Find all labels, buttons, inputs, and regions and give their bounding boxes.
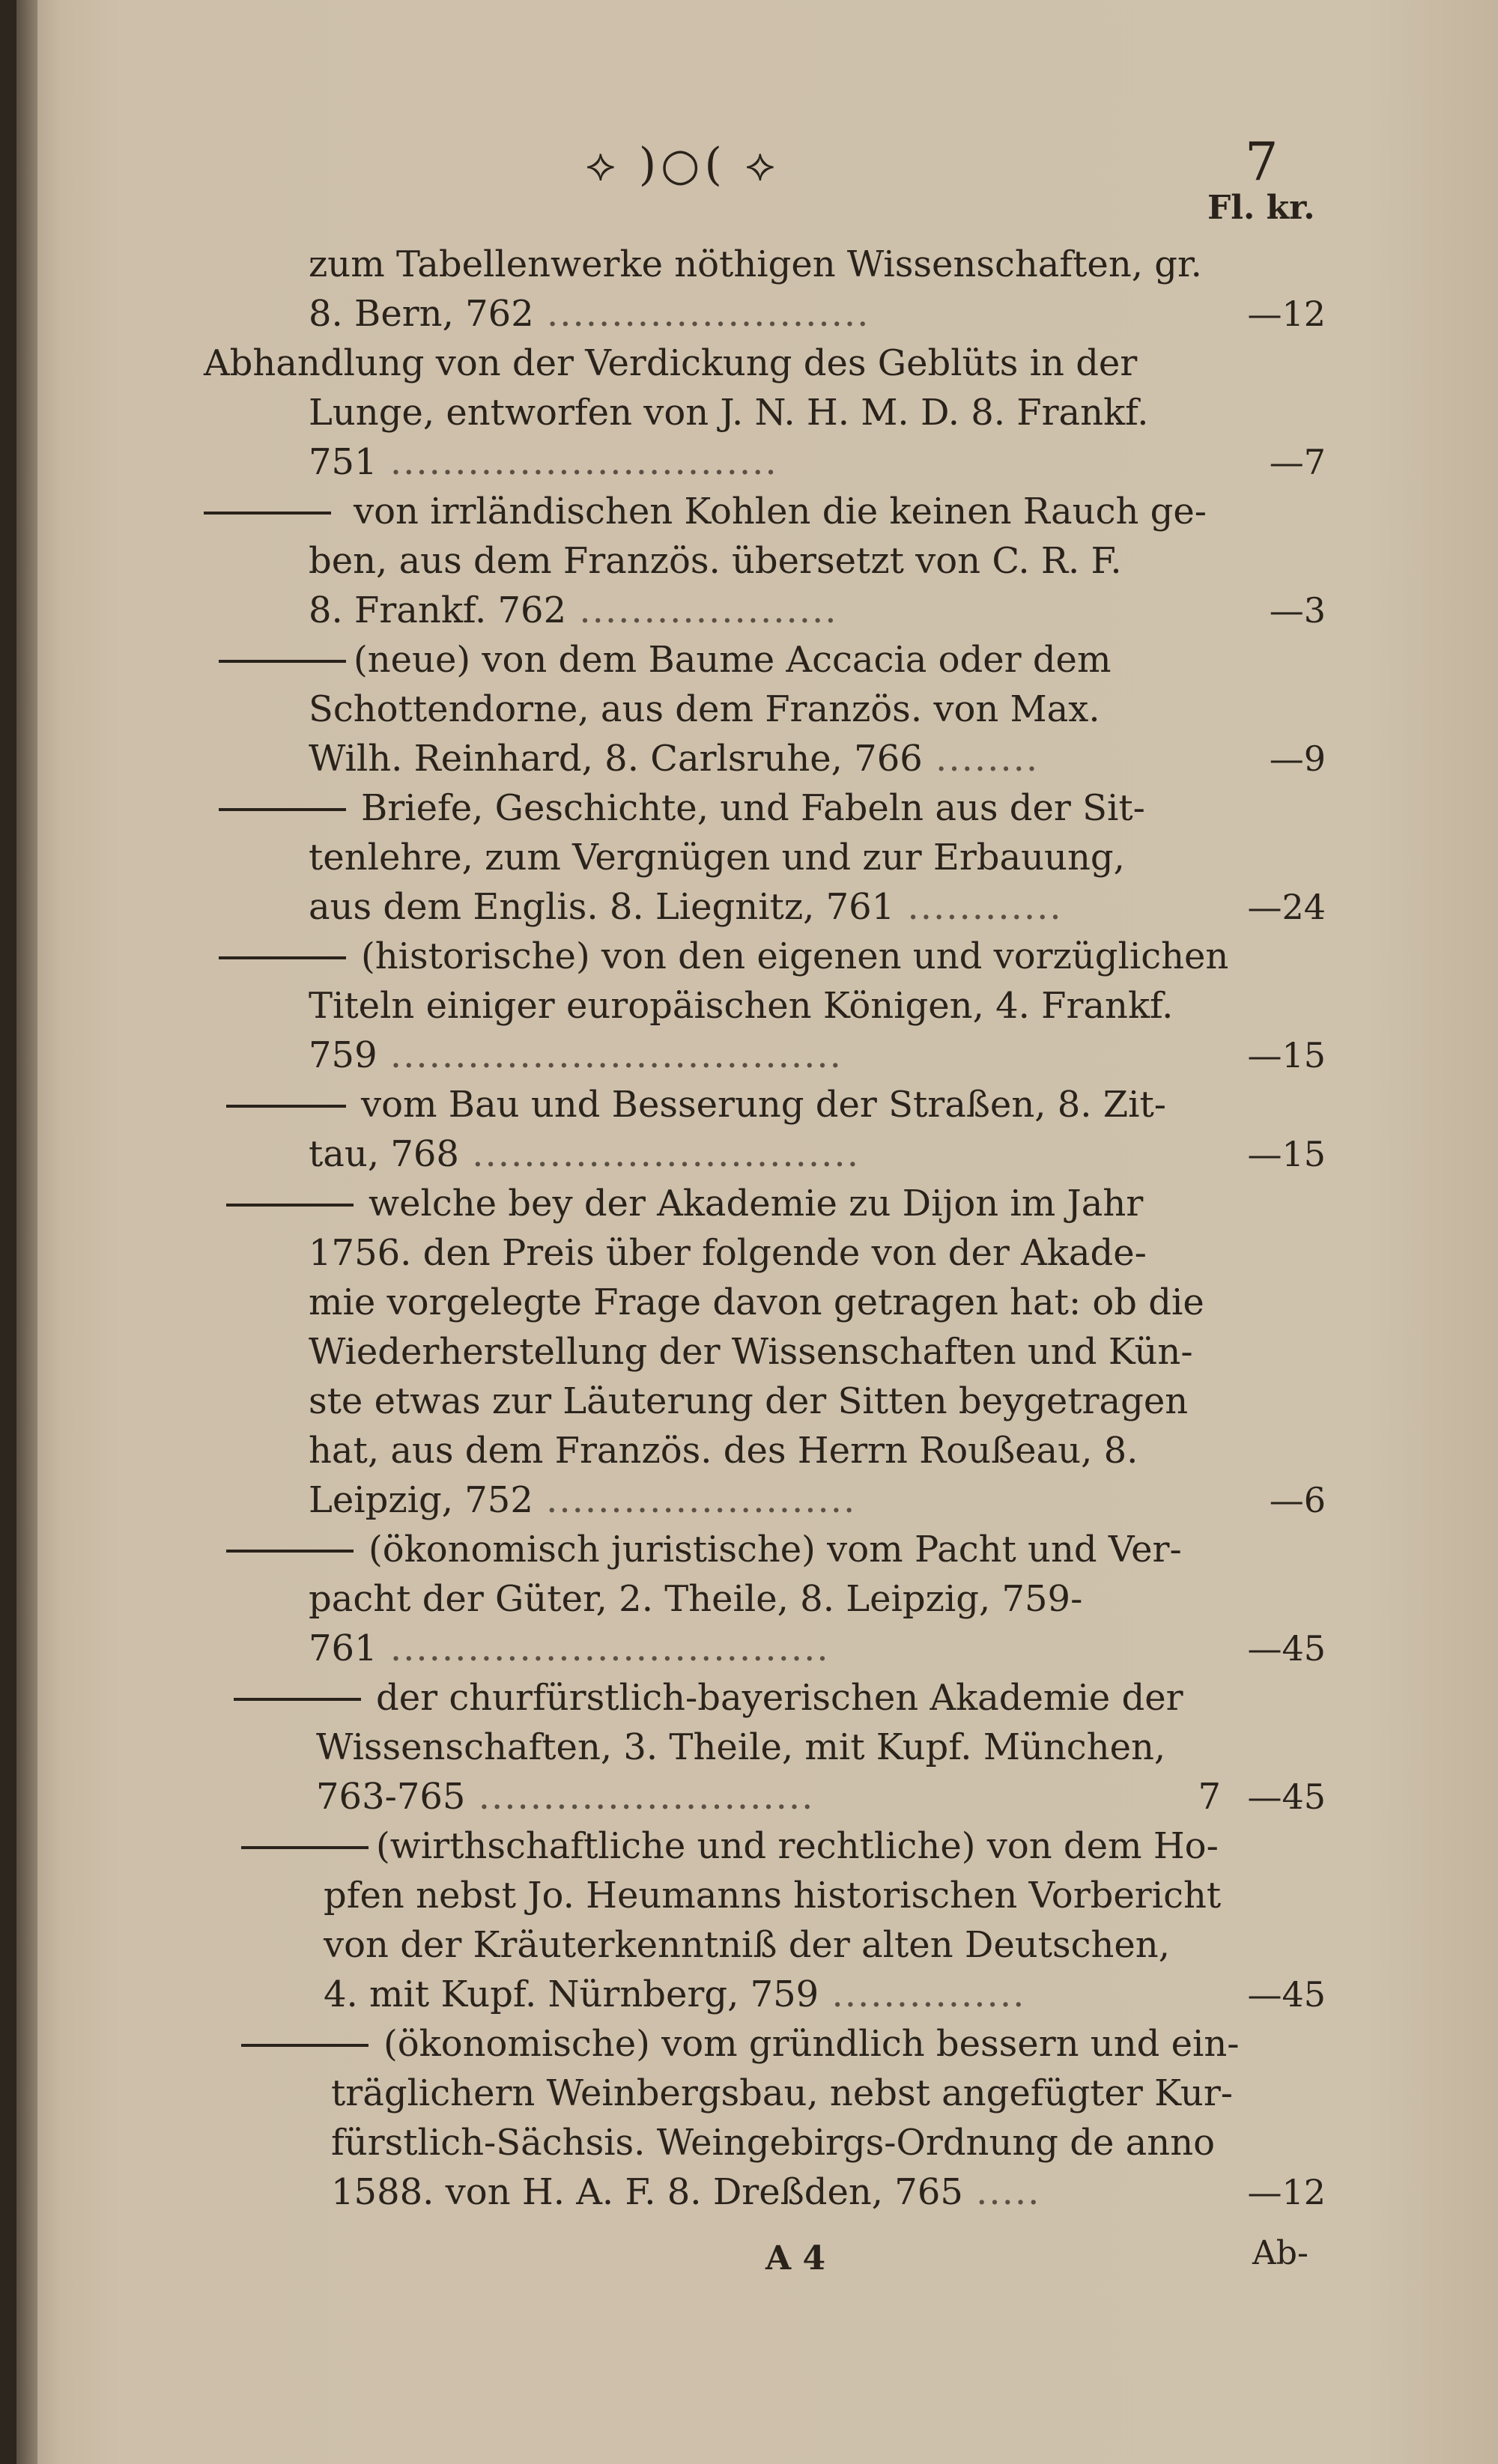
entry-line: 759 ................................... — 15 [16, 1031, 1498, 1080]
entry-line: tenlehre, zum Vergnügen und zur Erbauung, [309, 837, 1125, 879]
catalog-entry [16, 1821, 1498, 2019]
entry-line: vom Bau und Besserung der Straßen, 8. Zit- [361, 1084, 1167, 1126]
catalog-entries [16, 240, 1498, 2217]
entry-line: Wilh. Reinhard, 8. Carlsruhe, 766 ........ — 9 [16, 734, 1498, 783]
entry-line: Titeln einiger europäischen Königen, 4. Frankf. [309, 985, 1174, 1027]
entry-line: 4. mit Kupf. Nürnberg, 759 ............... — 45 [16, 1970, 1498, 2019]
price-kreuzer: — 15 [1247, 1129, 1326, 1179]
entry-line: 8. Bern, 762 ......................... — 12 [16, 289, 1498, 339]
entry-line: 751 .............................. — 7 [16, 437, 1498, 487]
price-kreuzer: — 45 [1247, 1624, 1326, 1673]
entry-line: mie vorgelegte Frage davon getragen hat: ob die [309, 1281, 1204, 1323]
header-ornament: ⟡ )○( ⟡ [586, 139, 780, 191]
price-kreuzer: — 7 [1270, 437, 1326, 487]
entry-line: der churfürstlich-bayerischen Akademie der [376, 1677, 1183, 1719]
entry-line: 8. Frankf. 762 .................... — 3 [16, 586, 1498, 635]
entry-line: (wirthschaftliche und rechtliche) von dem Ho- [376, 1825, 1219, 1867]
entry-line: zum Tabellenwerke nöthigen Wissenschaften, gr. [309, 243, 1202, 285]
entry-line: Abhandlung von der Verdickung des Geblüts in der [204, 342, 1138, 384]
entry-line: (historische) von den eigenen und vorzüglichen [361, 935, 1229, 977]
catalog-entry [16, 635, 1498, 783]
entry-line: Wissenschaften, 3. Theile, mit Kupf. München, [316, 1726, 1166, 1768]
price-kreuzer: — 45 [1247, 1970, 1326, 2019]
entry-line: ste etwas zur Läuterung der Sitten beygetragen [309, 1380, 1189, 1422]
signature-mark: A 4 [765, 2239, 826, 2278]
price-kreuzer: — 15 [1247, 1031, 1326, 1080]
entry-line: 1588. von H. A. F. 8. Dreßden, 765 ..... — 12 [16, 2167, 1498, 2217]
entry-line: 761 .................................. — 45 [16, 1624, 1498, 1673]
entry-line: welche bey der Akademie zu Dijon im Jahr [369, 1183, 1144, 1225]
book-page [16, 0, 1498, 2464]
price-kreuzer: — 24 [1247, 882, 1326, 932]
price-column-header: Fl. kr. [1207, 189, 1315, 227]
price-florins: 7 [1198, 1776, 1221, 1818]
price-kreuzer: — 45 [1247, 1772, 1326, 1821]
entry-line: hat, aus dem Französ. des Herrn Roußeau, 8. [309, 1430, 1138, 1472]
catalog-entry [16, 1080, 1498, 1179]
entry-line: 763-765 .......................... 7 — 45 [16, 1772, 1498, 1821]
entry-line: tau, 768 .............................. — 15 [16, 1129, 1498, 1179]
entry-line: Briefe, Geschichte, und Fabeln aus der Sit- [361, 787, 1145, 829]
entry-line: pfen nebst Jo. Heumanns historischen Vorbericht [324, 1875, 1222, 1917]
entry-line: Lunge, entworfen von J. N. H. M. D. 8. Frankf. [309, 392, 1149, 434]
entry-line: pacht der Güter, 2. Theile, 8. Leipzig, 759- [309, 1578, 1083, 1620]
entry-line: (ökonomisch juristische) vom Pacht und Ver- [369, 1529, 1182, 1571]
entry-line: von irrländischen Kohlen die keinen Rauch ge- [354, 491, 1207, 532]
entry-line: von der Kräuterkenntniß der alten Deutschen, [324, 1924, 1170, 1966]
entry-line: (neue) von dem Baume Accacia oder dem [354, 639, 1112, 681]
entry-line: fürstlich-Sächsis. Weingebirgs-Ordnung de anno [331, 2122, 1216, 2164]
catalog-entry [16, 1673, 1498, 1821]
catchword: Ab- [1252, 2234, 1309, 2272]
entry-line: ben, aus dem Französ. übersetzt von C. R. F. [309, 540, 1122, 582]
price-kreuzer: — 12 [1247, 2167, 1326, 2217]
catalog-entry [16, 783, 1498, 932]
entry-line: Wiederherstellung der Wissenschaften und Kün- [309, 1331, 1193, 1373]
catalog-entry [16, 339, 1498, 487]
catalog-entry [16, 2019, 1498, 2217]
catalog-entry [16, 932, 1498, 1080]
entry-line: Leipzig, 752 ........................ — 6 [16, 1475, 1498, 1525]
catalog-entry [16, 1525, 1498, 1673]
entry-line: aus dem Englis. 8. Liegnitz, 761 ............ — 24 [16, 882, 1498, 932]
catalog-entry [16, 240, 1498, 339]
price-kreuzer: — 12 [1247, 289, 1326, 339]
catalog-entry [16, 1179, 1498, 1525]
entry-line: 1756. den Preis über folgende von der Akade- [309, 1232, 1147, 1274]
price-kreuzer: — 3 [1270, 586, 1326, 635]
entry-line: träglichern Weinbergsbau, nebst angefügter Kur- [331, 2072, 1233, 2114]
entry-line: (ökonomische) vom gründlich bessern und ein- [383, 2023, 1240, 2065]
entry-line: Schottendorne, aus dem Französ. von Max. [309, 688, 1100, 730]
catalog-entry [16, 487, 1498, 635]
price-kreuzer: — 6 [1270, 1475, 1326, 1525]
price-kreuzer: — 9 [1270, 734, 1326, 783]
page-number: 7 [1245, 131, 1279, 192]
